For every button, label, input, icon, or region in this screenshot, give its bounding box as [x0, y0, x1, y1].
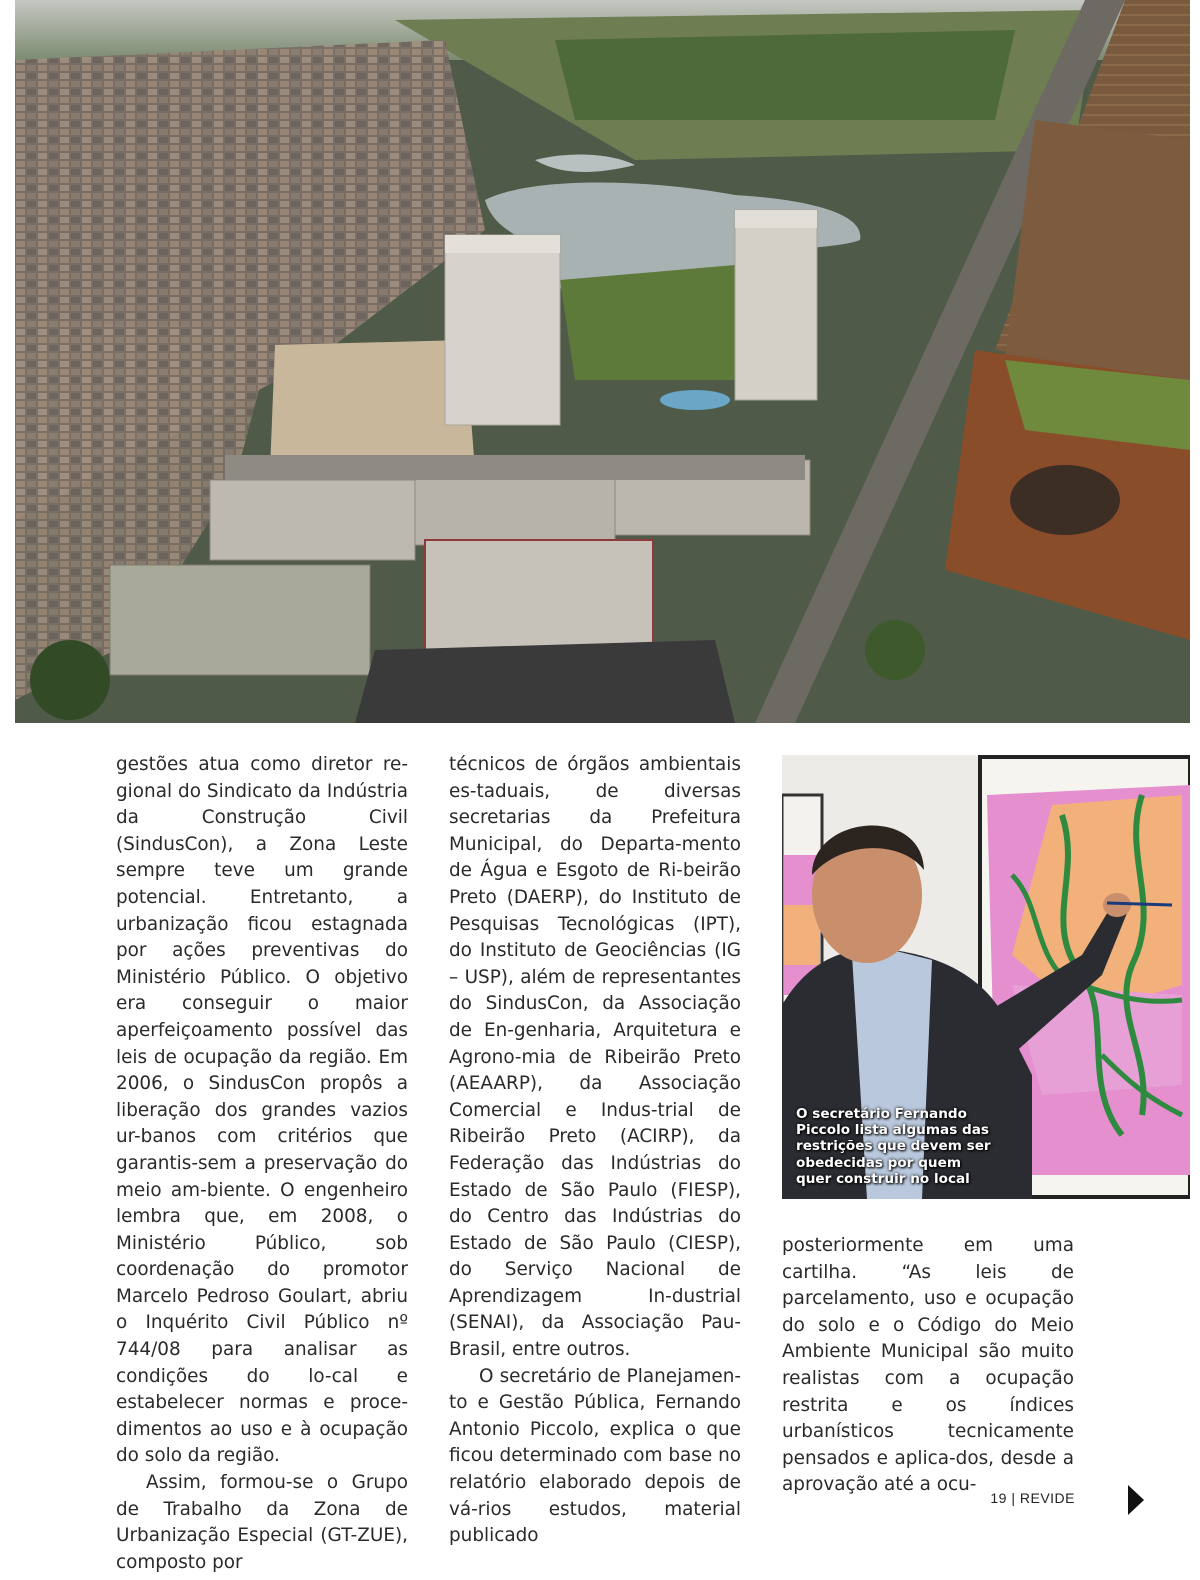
- magazine-name: REVIDE: [1019, 1490, 1075, 1506]
- aerial-photo-illustration: [15, 0, 1190, 723]
- col1-paragraph-1: gestões atua como diretor re-gional do Sindicato da Indústria da Construção Civil (SindusCon), a Zona Leste sempre teve um grande potencial. Entretanto, a urbanização ficou estagnada por ações preventivas do Ministério Público. O objetivo era conseguir o maior aperfeiçoamento possível das leis de ocupação da região. Em 2006, o SindusCon propôs a liberação dos grandes vazios ur-banos com critérios que garantis-sem a preservação do meio am-biente. O engenheiro lembra que, em 2008, o Ministério Público, sob coordenação do promotor Marcelo Pedroso Goulart, abriu o Inquérito Civil Público nº 744/08 para analisar as condições do lo-cal e estabelecer normas e proce-dimentos ao uso e à ocupação do solo da região.: [116, 754, 408, 1467]
- text-column-3: [782, 1233, 1074, 1499]
- col1-paragraph-2: Assim, formou-se o Grupo de Trabalho da Zona de Urbanização Especial (GT-ZUE), composto por: [116, 1472, 408, 1573]
- col2-paragraph-1: técnicos de órgãos ambientais es-taduais, de diversas secretarias da Prefeitura Municipal, do Departa-mento de Água e Esgoto de Ri-beirão Preto (DAERP), do Instituto de Pesquisas Tecnológicas (IPT), do Instituto de Geociências (IG – USP), além de representantes do SindusCon, da Associação de En-genharia, Arquitetura e Agrono-mia de Ribeirão Preto (AEAARP), da Associação Comercial e Indus-trial de Ribeirão Preto (ACIRP), da Federação das Indústrias do Estado de São Paulo (FIESP), do Centro das Indústrias do Estado de São Paulo (CIESP), do Serviço Nacional de Aprendizagem In-dustrial (SENAI), da Associação Pau-Brasil, entre outros.: [449, 754, 741, 1361]
- footer-separator: |: [1011, 1490, 1016, 1506]
- aerial-photo: [15, 0, 1190, 723]
- col3-paragraph-1: posteriormente em uma cartilha. “As leis de parcelamento, uso e ocupação do solo e o Código do Meio Ambiente Municipal são muito realistas com a ocupação restrita e os índices urbanísticos tecnicamente pensados e aplica-dos, desde a aprovação até a ocu-: [782, 1235, 1074, 1496]
- next-page-arrow-icon[interactable]: [1128, 1485, 1144, 1515]
- page-number: 19: [990, 1490, 1007, 1506]
- text-column-2: [449, 752, 741, 1550]
- text-column-1: [116, 752, 408, 1576]
- page-footer: [960, 1490, 1075, 1506]
- photo-caption: O secretário Fernando Piccolo lista algumas das restrições que devem ser obedecidas por quem quer construir no local: [796, 1105, 991, 1187]
- secretary-photo: [782, 755, 1190, 1199]
- col2-paragraph-2: O secretário de Planejamen-to e Gestão Pública, Fernando Antonio Piccolo, explica o que ficou determinado com base no relatório elaborado depois de vá-rios estudos, material publicado: [449, 1365, 741, 1547]
